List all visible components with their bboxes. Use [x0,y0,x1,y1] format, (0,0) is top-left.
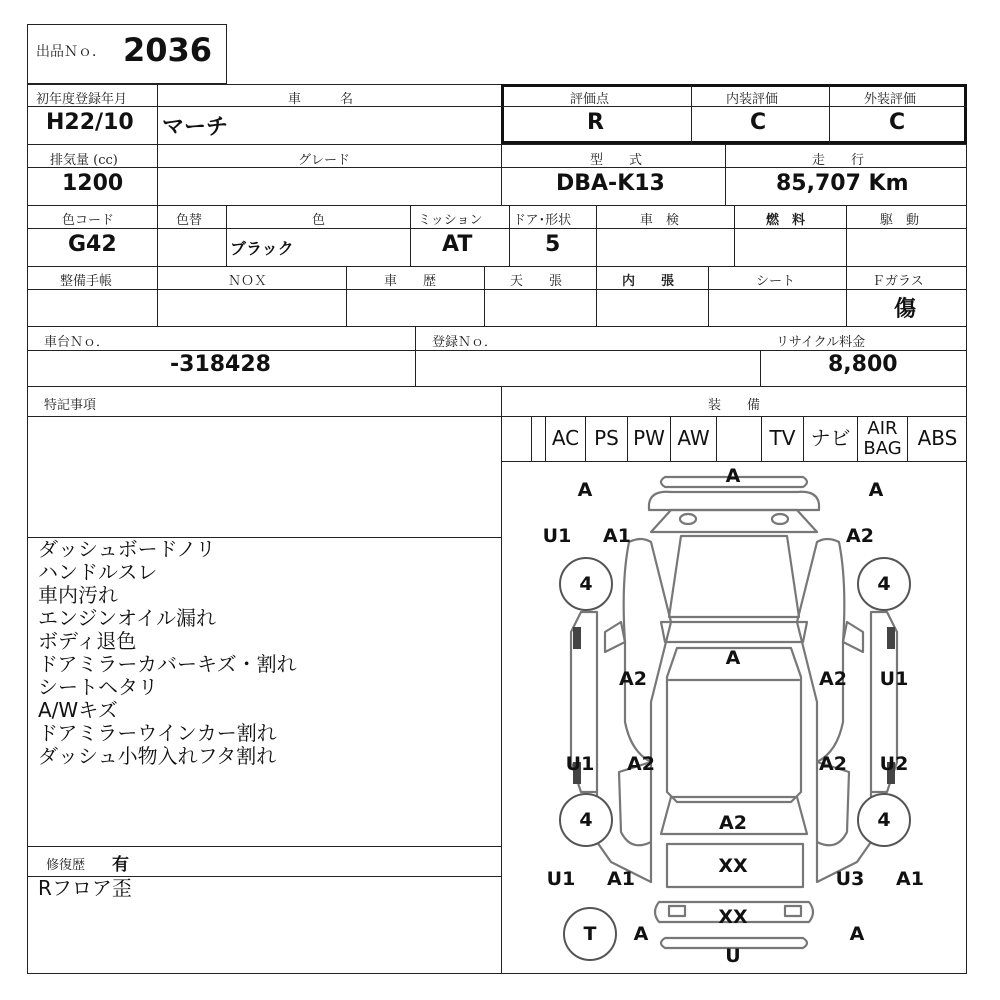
lot-number: 2036 [123,31,213,69]
damage-code: A [725,647,741,669]
registration-label: 登録Ｎｏ． [432,335,498,350]
tire-rear-right: 4 [857,793,911,847]
drive-label: 駆 動 [880,213,920,228]
exterior-value: C [889,110,906,135]
damage-code: U1 [565,753,595,775]
damage-code: U1 [879,668,909,690]
note-line: ドアミラーウインカー割れ [38,721,277,745]
grade-label: グレード [298,153,351,168]
damage-code: XX [718,906,748,928]
damage-code: U2 [879,753,909,775]
car-name-value: マーチ [162,115,229,140]
lot-box [27,24,227,84]
color-code-value: G42 [68,232,117,257]
equipment-tv: TV [762,417,804,461]
color-code-label: 色コード [62,213,115,228]
displacement-value: 1200 [62,171,124,196]
chassis-value: -318428 [170,352,271,377]
note-line: ドアミラーカバーキズ・割れ [38,652,297,676]
damage-code: U1 [542,525,572,547]
damage-code: A2 [627,753,655,775]
repair-line: Rフロア歪 [38,876,132,900]
note-line: エンジンオイル漏れ [38,606,216,630]
mileage-label: 走 行 [812,153,865,168]
repair-label: 修復歴 [46,858,86,873]
service-book-label: 整備手帳 [60,274,113,289]
repair-value: 有 [112,855,129,875]
recycle-label: リサイクル料金 [776,335,866,350]
mission-value: AT [442,232,473,257]
chassis-label: 車台Ｎｏ． [44,335,110,350]
tire-front-right: 4 [857,557,911,611]
equipment-row [501,417,967,461]
note-line: ダッシュボードノリ [38,537,216,561]
damage-code: A [633,923,649,945]
mission-label: ミッション [418,213,483,228]
notes-list [38,538,297,768]
equipment-blank [717,417,762,461]
first-reg-value: H22/10 [46,110,134,135]
tire-front-left: 4 [559,557,613,611]
damage-code: U1 [546,868,576,890]
equipment-blank [531,417,546,461]
damage-code: A2 [846,525,874,547]
model-value: DBA-K13 [556,171,665,196]
damage-code: A [849,923,865,945]
equipment-ac: AC [546,417,586,461]
model-label: 型 式 [590,153,643,168]
tire-rear-left: 4 [559,793,613,847]
damage-code: A2 [819,753,847,775]
equipment-aw: AW [671,417,717,461]
inspection-label: 車 検 [640,213,680,228]
fuel-label: 燃 料 [766,213,806,228]
score-value: R [587,110,604,135]
note-line: ダッシュ小物入れフタ割れ [38,744,277,768]
equipment-navi: ナビ [804,417,858,461]
equipment-ps: PS [586,417,628,461]
equipment-label: 装 備 [708,398,761,413]
repair-list [38,877,132,900]
interior-label: 内装評価 [726,92,779,107]
seat-label: シート [756,274,796,289]
note-line: A/Wキズ [38,698,118,722]
roof-label: 天 張 [510,274,563,289]
equipment-abs: ABS [917,426,958,450]
exterior-label: 外装評価 [864,92,917,107]
damage-code: A2 [819,668,847,690]
spare-tire: T [563,907,617,961]
note-line: ハンドルスレ [38,560,158,584]
damage-code: A1 [603,525,631,547]
damage-code: A1 [896,868,924,890]
door-label: ドア･形状 [513,213,572,228]
car-name-label: 車 名 [288,92,354,107]
interior-trim-label: 内 張 [622,274,675,289]
damage-code: A1 [607,868,635,890]
note-line: シートヘタリ [38,675,158,699]
note-line: ボディ退色 [38,629,137,653]
damage-code: U [725,945,741,967]
repaint-label: 色替 [176,213,203,228]
fglass-value: 傷 [894,297,917,322]
damage-code: A [577,479,593,501]
color-label: 色 [312,213,326,228]
damage-code: A2 [719,812,747,834]
damage-code: A2 [619,668,647,690]
damage-code: A [868,479,884,501]
recycle-value: 8,800 [828,352,898,377]
color-value: ブラック [230,239,294,258]
equipment-airbag: AIR BAG [858,417,908,461]
score-label: 評価点 [570,92,610,107]
displacement-label: 排気量 (cc) [50,153,118,168]
damage-code: XX [718,855,748,877]
lot-label: 出品Ｎｏ． [36,44,106,60]
mileage-value: 85,707 Km [776,171,909,196]
interior-value: C [750,110,767,135]
damage-code: A [725,465,741,487]
damage-code: U3 [835,868,865,890]
equipment-pw: PW [628,417,671,461]
door-value: 5 [545,232,561,257]
notes-label: 特記事項 [44,398,97,413]
fglass-label: Ｆガラス [872,274,924,289]
nox-label: ＮＯＸ [228,274,268,289]
note-line: 車内汚れ [38,583,118,607]
first-reg-label: 初年度登録年月 [36,92,128,107]
history-label: 車 歴 [384,274,437,289]
